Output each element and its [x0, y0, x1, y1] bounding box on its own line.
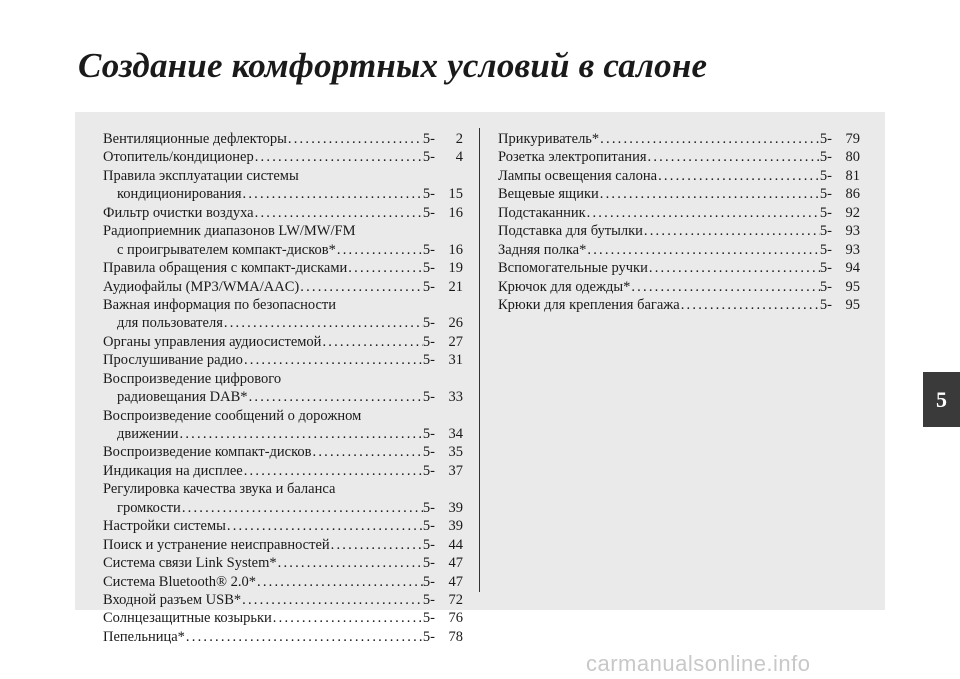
toc-page-prefix: 5- — [422, 352, 435, 369]
toc-entry[interactable] — [103, 222, 463, 259]
toc-entry-title: Воспроизведение сообщений о дорожном — [103, 407, 362, 424]
toc-page-prefix: 5- — [422, 204, 435, 221]
dot-leader — [643, 222, 820, 240]
toc-page-prefix: 5- — [819, 296, 832, 313]
toc-page-number: 26 — [448, 315, 463, 332]
toc-entry-title: Система Bluetooth® 2.0* — [103, 573, 256, 590]
toc-entry-title: Розетка электропитания — [498, 149, 647, 166]
toc-entry[interactable] — [498, 296, 860, 314]
dot-leader — [586, 241, 820, 259]
toc-entry[interactable] — [498, 278, 860, 296]
toc-page-prefix: 5- — [819, 223, 832, 240]
toc-entry-title: Система связи Link System* — [103, 555, 277, 572]
toc-page-number: 47 — [448, 573, 463, 590]
toc-entry-title: Важная информация по безопасности — [103, 296, 336, 313]
toc-entry-title: для пользователя — [117, 315, 223, 332]
dot-leader — [299, 278, 423, 296]
toc-page-number: 39 — [448, 499, 463, 516]
toc-page-number: 16 — [448, 241, 463, 258]
toc-entry-title: Задняя полка* — [498, 241, 587, 258]
dot-leader — [243, 351, 423, 369]
toc-page-prefix: 5- — [819, 278, 832, 295]
toc-entry[interactable] — [498, 204, 860, 222]
toc-page-prefix: 5- — [422, 131, 435, 147]
toc-entry[interactable] — [498, 148, 860, 166]
toc-entry[interactable] — [103, 148, 463, 166]
toc-page-number: 78 — [448, 628, 463, 645]
toc-entry[interactable] — [103, 480, 463, 517]
dot-leader — [272, 609, 423, 627]
toc-page-number: 44 — [448, 536, 463, 553]
page-title: Создание комфортных условий в салоне — [78, 46, 708, 85]
toc-page-number: 27 — [448, 333, 463, 350]
toc-entry[interactable] — [103, 407, 463, 444]
toc-page-prefix: 5- — [422, 241, 435, 258]
toc-entry[interactable] — [103, 591, 463, 609]
toc-page-prefix: 5- — [422, 518, 435, 535]
toc-page-prefix: 5- — [422, 499, 435, 516]
toc-entry[interactable] — [103, 259, 463, 277]
toc-entry-title: Воспроизведение компакт-дисков — [103, 444, 312, 461]
toc-entry[interactable] — [103, 333, 463, 351]
toc-page-number: 95 — [845, 296, 860, 313]
toc-entry[interactable] — [498, 241, 860, 259]
watermark: carmanualsonline.info — [586, 651, 811, 676]
toc-page-prefix: 5- — [422, 333, 435, 350]
toc-entry[interactable] — [498, 130, 860, 148]
toc-entry[interactable] — [103, 204, 463, 222]
toc-entry-title: Входной разъем USB* — [103, 591, 242, 608]
toc-page-prefix: 5- — [422, 389, 435, 406]
toc-page-number: 33 — [448, 389, 463, 406]
toc-page-prefix: 5- — [422, 260, 435, 277]
toc-entry-title: Крючок для одежды* — [498, 278, 631, 295]
dot-leader — [254, 204, 423, 222]
dot-leader — [277, 554, 423, 572]
toc-entry-title: Лампы освещения салона — [498, 167, 658, 184]
toc-entry-title: Вентиляционные дефлекторы — [103, 131, 287, 147]
toc-page-prefix: 5- — [422, 555, 435, 572]
toc-page-number: 86 — [845, 186, 860, 203]
dot-leader — [657, 167, 820, 185]
toc-page-number: 94 — [845, 260, 860, 277]
dot-leader — [599, 185, 820, 203]
dot-leader — [287, 130, 423, 148]
toc-entry-title: кондиционирования — [117, 186, 242, 203]
dot-leader — [336, 241, 423, 259]
toc-entry-title: Регулировка качества звука и баланса — [103, 481, 336, 498]
toc-entry-title: Прикуриватель* — [498, 131, 600, 147]
toc-page-prefix: 5- — [422, 315, 435, 332]
toc-entry[interactable] — [498, 259, 860, 277]
toc-entry-title: Пепельница* — [103, 628, 185, 645]
toc-page-prefix: 5- — [422, 536, 435, 553]
toc-entry-title: Крюки для крепления багажа — [498, 296, 680, 313]
column-divider — [479, 128, 480, 592]
toc-entry[interactable] — [103, 462, 463, 480]
toc-page-prefix: 5- — [819, 241, 832, 258]
dot-leader — [330, 536, 423, 554]
toc-page-prefix: 5- — [819, 167, 832, 184]
toc-entry[interactable] — [498, 167, 860, 185]
chapter-tab[interactable]: 5 — [923, 372, 960, 427]
dot-leader — [254, 148, 423, 166]
dot-leader — [680, 296, 820, 314]
toc-page-prefix: 5- — [819, 131, 832, 147]
dot-leader — [648, 259, 820, 277]
toc-page-prefix: 5- — [819, 204, 832, 221]
toc-entry[interactable] — [103, 130, 463, 148]
toc-page-number: 47 — [448, 555, 463, 572]
toc-page-number: 95 — [845, 278, 860, 295]
toc-entry-title: Правила обращения с компакт-дисками — [103, 260, 348, 277]
toc-column-right — [498, 130, 860, 314]
toc-page-number: 21 — [448, 278, 463, 295]
dot-leader — [243, 462, 423, 480]
dot-leader — [312, 443, 423, 461]
toc-page-prefix: 5- — [422, 149, 435, 166]
dot-leader — [586, 204, 820, 222]
toc-page-prefix: 5- — [422, 628, 435, 645]
toc-entry[interactable] — [103, 573, 463, 591]
toc-entry-title: Правила эксплуатации системы — [103, 167, 299, 184]
toc-entry-title: Прослушивание радио — [103, 352, 243, 369]
toc-entry-title: Отопитель/кондиционер — [103, 149, 254, 166]
dot-leader — [630, 278, 820, 296]
toc-page-prefix: 5- — [422, 444, 435, 461]
toc-entry[interactable] — [498, 185, 860, 203]
dot-leader — [242, 185, 423, 203]
toc-page-prefix: 5- — [422, 573, 435, 590]
toc-entry-title: Подставка для бутылки — [498, 223, 643, 240]
toc-page-prefix: 5- — [422, 610, 435, 627]
toc-column-left — [103, 130, 463, 646]
toc-page-number: 15 — [448, 186, 463, 203]
toc-entry-title: Аудиофайлы (MP3/WMA/AAC) — [103, 278, 300, 295]
dot-leader — [179, 425, 423, 443]
toc-page-number: 92 — [845, 204, 860, 221]
toc-page-number: 39 — [448, 518, 463, 535]
toc-page-number: 34 — [448, 426, 463, 442]
toc-entry-title: движении — [117, 426, 179, 442]
toc-entry-title: Солнцезащитные козырьки — [103, 610, 272, 627]
toc-page-number: 2 — [455, 131, 463, 147]
dot-leader — [223, 314, 423, 332]
toc-page-prefix: 5- — [422, 462, 435, 479]
toc-entry[interactable] — [103, 443, 463, 461]
toc-page-number: 4 — [455, 149, 463, 166]
toc-page-number: 80 — [845, 149, 860, 166]
toc-page-prefix: 5- — [819, 149, 832, 166]
toc-entry[interactable] — [103, 167, 463, 204]
toc-entry[interactable] — [103, 609, 463, 627]
toc-page-number: 35 — [448, 444, 463, 461]
dot-leader — [599, 130, 820, 148]
toc-entry[interactable] — [103, 517, 463, 535]
toc-entry-title: Воспроизведение цифрового — [103, 370, 282, 387]
toc-page-number: 72 — [448, 591, 463, 608]
toc-page-prefix: 5- — [819, 186, 832, 203]
dot-leader — [256, 573, 423, 591]
dot-leader — [321, 333, 422, 351]
dot-leader — [241, 591, 423, 609]
toc-page-prefix: 5- — [422, 591, 435, 608]
dot-leader — [248, 388, 423, 406]
toc-page-number: 19 — [448, 260, 463, 277]
toc-entry[interactable] — [498, 222, 860, 240]
toc-entry-title: Вещевые ящики — [498, 186, 599, 203]
toc-entry-title: Вспомогательные ручки — [498, 260, 648, 277]
toc-page-prefix: 5- — [819, 260, 832, 277]
toc-entry-title: с проигрывателем компакт-дисков* — [117, 241, 336, 258]
toc-page-number: 37 — [448, 462, 463, 479]
dot-leader — [226, 517, 423, 535]
toc-entry-title: Настройки системы — [103, 518, 226, 535]
toc-page-prefix: 5- — [422, 426, 435, 442]
toc-entry[interactable] — [103, 296, 463, 333]
dot-leader — [647, 148, 820, 166]
toc-entry-title: Органы управления аудиосистемой — [103, 333, 322, 350]
toc-entry[interactable] — [103, 554, 463, 572]
toc-entry[interactable] — [103, 351, 463, 369]
toc-page-number: 93 — [845, 223, 860, 240]
toc-entry-title: Индикация на дисплее — [103, 462, 243, 479]
toc-page-number: 31 — [448, 352, 463, 369]
toc-entry-title: громкости — [117, 499, 181, 516]
toc-page-prefix: 5- — [422, 278, 435, 295]
toc-entry-title: Фильтр очистки воздуха — [103, 204, 254, 221]
dot-leader — [181, 499, 423, 517]
toc-page-number: 76 — [448, 610, 463, 627]
dot-leader — [347, 259, 423, 277]
toc-entry[interactable] — [103, 370, 463, 407]
toc-page-number: 79 — [845, 131, 860, 147]
toc-page-number: 93 — [845, 241, 860, 258]
toc-entry-title: радиовещания DAB* — [117, 389, 248, 406]
toc-entry-title: Подстаканник — [498, 204, 586, 221]
dot-leader — [185, 628, 423, 646]
toc-page-number: 16 — [448, 204, 463, 221]
toc-entry-title: Поиск и устранение неисправностей — [103, 536, 330, 553]
toc-entry[interactable] — [103, 536, 463, 554]
toc-page-number: 81 — [845, 167, 860, 184]
toc-entry-title: Радиоприемник диапазонов LW/MW/FM — [103, 223, 356, 240]
toc-entry[interactable] — [103, 278, 463, 296]
toc-page-prefix: 5- — [422, 186, 435, 203]
toc-entry[interactable] — [103, 628, 463, 646]
